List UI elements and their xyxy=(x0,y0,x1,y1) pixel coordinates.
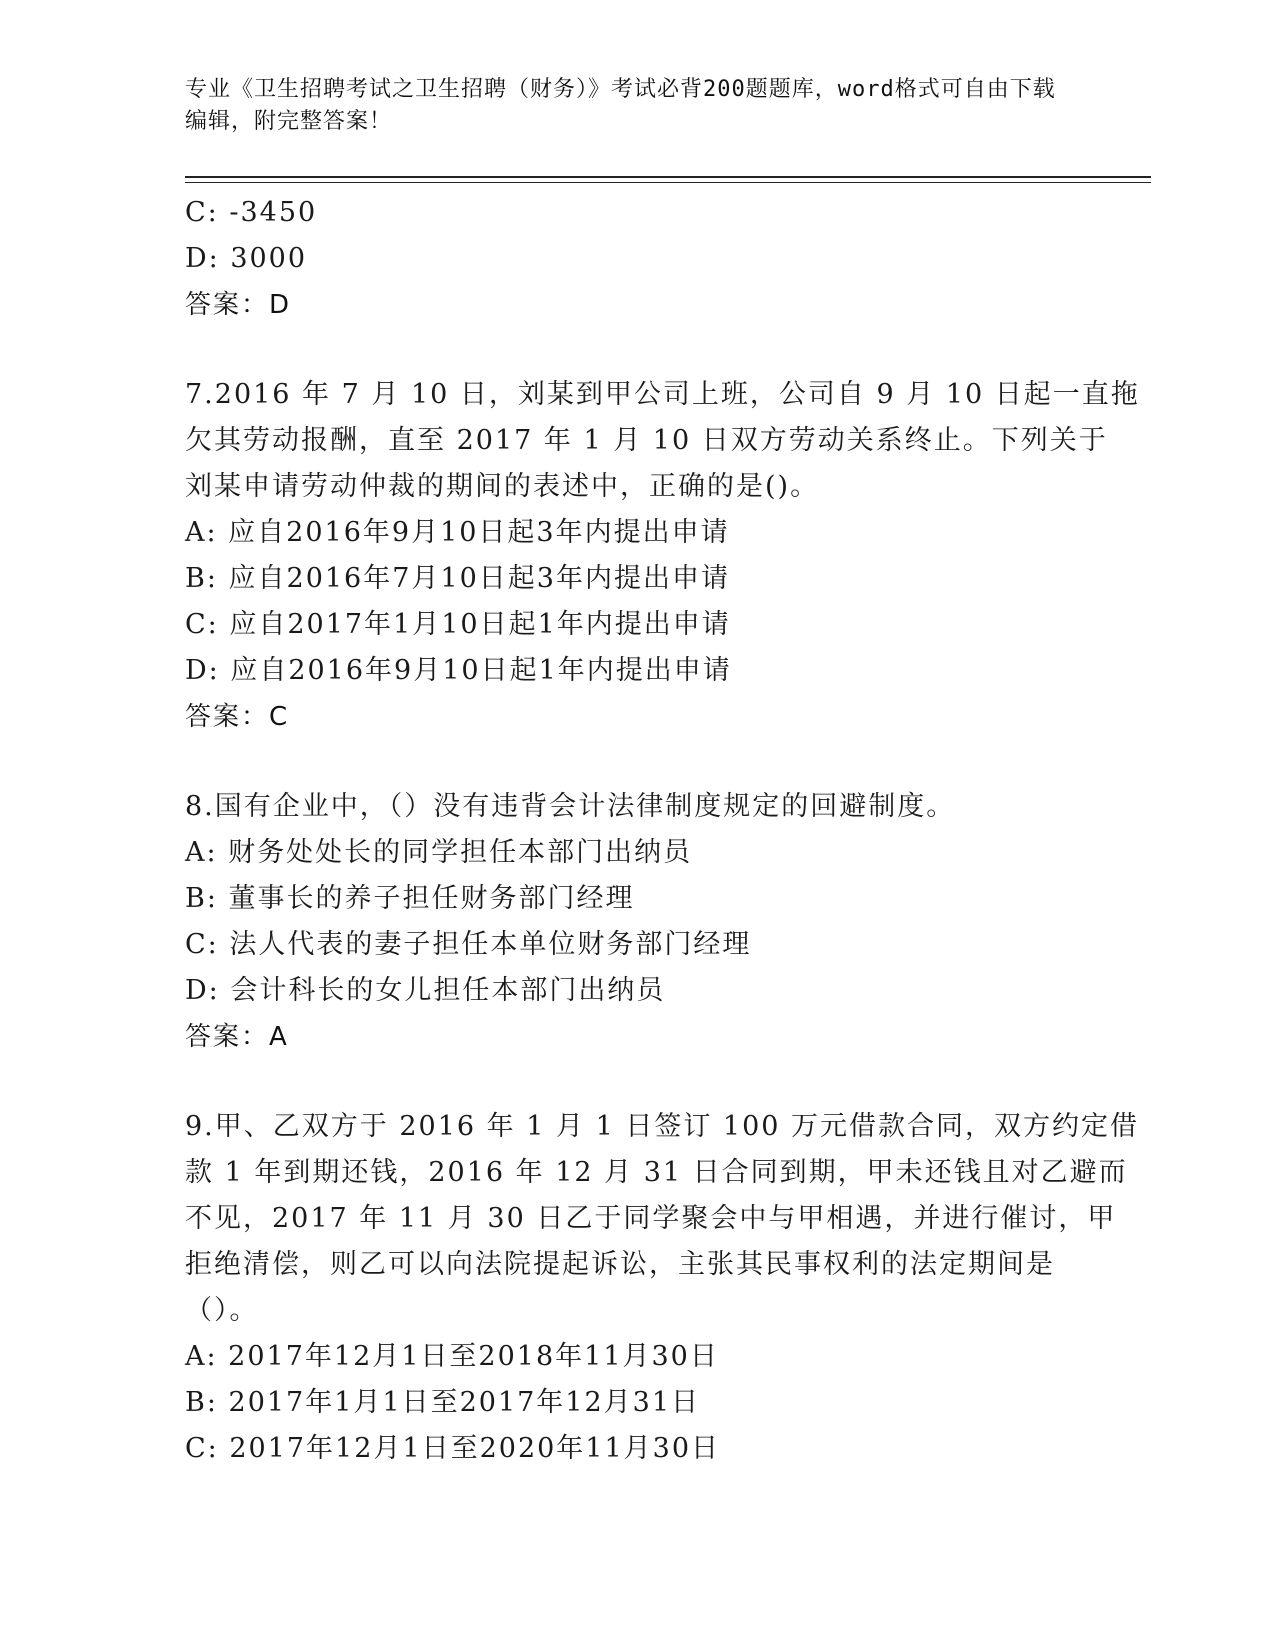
option-b: B: 应自2016年7月10日起3年内提出申请 xyxy=(185,563,730,594)
stem-line: 款 1 年到期还钱，2016 年 12 月 31 日合同到期，甲未还钱且对乙避而 xyxy=(185,1157,1128,1188)
option-b: B: 董事长的养子担任财务部门经理 xyxy=(185,883,635,914)
option-b: B: 2017年1月1日至2017年12月31日 xyxy=(185,1387,701,1418)
spacer xyxy=(185,328,1065,372)
answer: 答案：A xyxy=(185,1022,289,1052)
stem-line: 不见，2017 年 11 月 30 日乙于同学聚会中与甲相遇，并进行催讨，甲 xyxy=(185,1203,1117,1234)
spacer xyxy=(185,1060,1065,1104)
spacer xyxy=(185,740,1065,784)
option-d: D: 3000 xyxy=(185,243,308,274)
option-d: D: 应自2016年9月10日起1年内提出申请 xyxy=(185,655,732,686)
question-9 xyxy=(185,1104,1140,1472)
header-rule-thin xyxy=(185,182,1151,183)
option-c: C: -3450 xyxy=(185,197,318,228)
question-stem xyxy=(185,372,1140,510)
question-content xyxy=(185,190,1140,1472)
stem-line: 拒绝清偿，则乙可以向法院提起诉讼，主张其民事权利的法定期间是 xyxy=(185,1249,1055,1280)
question-stem xyxy=(185,1104,1140,1334)
stem-line: 刘某申请劳动仲裁的期间的表述中，正确的是()。 xyxy=(185,471,820,502)
stem-line: 7.2016 年 7 月 10 日，刘某到甲公司上班，公司自 9 月 10 日起一直拖 xyxy=(185,379,1140,410)
option-a: A: 2017年12月1日至2018年11月30日 xyxy=(185,1341,719,1372)
answer: 答案：C xyxy=(185,702,290,732)
page-header: 专业《卫生招聘考试之卫生招聘（财务）》考试必背200题题库，word格式可自由下载编辑，附完整答案！ xyxy=(185,77,1056,134)
option-a: A: 应自2016年9月10日起3年内提出申请 xyxy=(185,517,730,548)
question-8 xyxy=(185,784,1065,1060)
continued-question xyxy=(185,190,1065,328)
header-rule xyxy=(185,176,1151,178)
option-c: C: 法人代表的妻子担任本单位财务部门经理 xyxy=(185,929,752,960)
stem-line: 9.甲、乙双方于 2016 年 1 月 1 日签订 100 万元借款合同，双方约定借 xyxy=(185,1111,1140,1142)
stem-line: 欠其劳动报酬，直至 2017 年 1 月 10 日双方劳动关系终止。下列关于 xyxy=(185,425,1108,456)
option-c: C: 应自2017年1月10日起1年内提出申请 xyxy=(185,609,731,640)
question-7 xyxy=(185,372,1140,740)
stem-line: （）。 xyxy=(185,1295,259,1326)
option-d: D: 会计科长的女儿担任本部门出纳员 xyxy=(185,975,666,1006)
question-stem: 8.国有企业中，（）没有违背会计法律制度规定的回避制度。 xyxy=(185,791,956,822)
answer: 答案：D xyxy=(185,290,292,320)
option-a: A: 财务处处长的同学担任本部门出纳员 xyxy=(185,837,693,868)
option-c: C: 2017年12月1日至2020年11月30日 xyxy=(185,1433,721,1464)
